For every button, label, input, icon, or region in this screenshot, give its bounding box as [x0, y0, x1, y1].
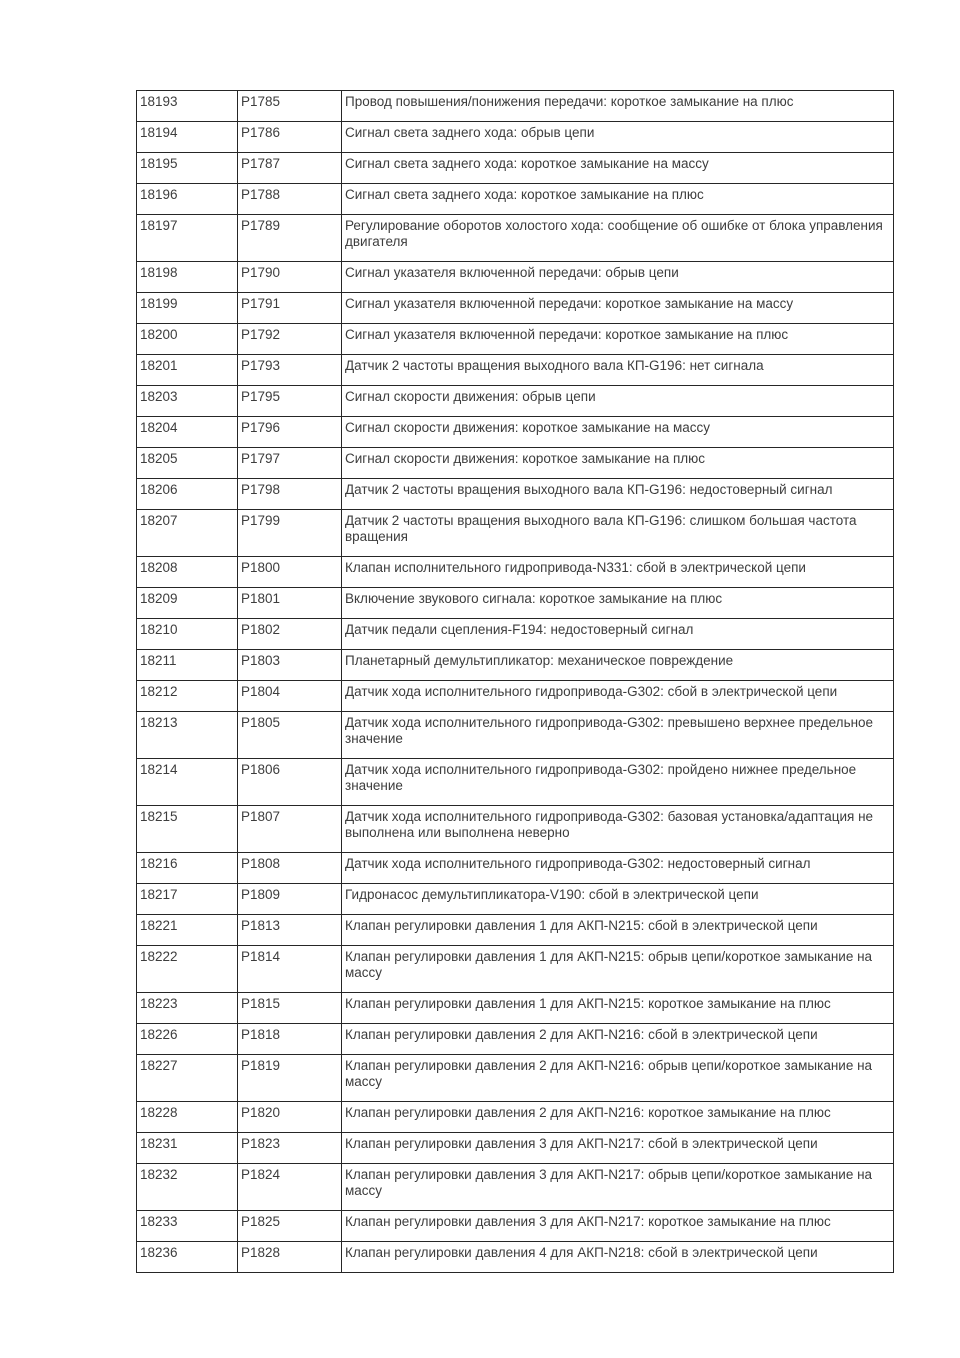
cell-code: 18213: [137, 712, 238, 759]
table-row: [137, 915, 894, 946]
cell-description: Клапан регулировки давления 2 для АКП-N216: обрыв цепи/короткое замыкание на массу: [342, 1055, 894, 1102]
cell-code: 18210: [137, 619, 238, 650]
cell-code: 18226: [137, 1024, 238, 1055]
cell-pcode: P1795: [238, 386, 342, 417]
cell-pcode: P1806: [238, 759, 342, 806]
cell-description: Клапан регулировки давления 2 для АКП-N216: короткое замыкание на плюс: [342, 1102, 894, 1133]
cell-description: Клапан регулировки давления 1 для АКП-N215: сбой в электрической цепи: [342, 915, 894, 946]
cell-code: 18222: [137, 946, 238, 993]
cell-pcode: P1791: [238, 293, 342, 324]
cell-pcode: P1787: [238, 153, 342, 184]
cell-description: Регулирование оборотов холостого хода: сообщение об ошибке от блока управления двигателя: [342, 215, 894, 262]
table-row: [137, 324, 894, 355]
cell-code: 18200: [137, 324, 238, 355]
dtc-table: [136, 90, 894, 1273]
cell-code: 18198: [137, 262, 238, 293]
cell-pcode: P1786: [238, 122, 342, 153]
table-row: [137, 1211, 894, 1242]
cell-pcode: P1785: [238, 91, 342, 122]
cell-pcode: P1808: [238, 853, 342, 884]
cell-code: 18207: [137, 510, 238, 557]
cell-code: 18205: [137, 448, 238, 479]
cell-description: Планетарный демультипликатор: механическое повреждение: [342, 650, 894, 681]
cell-pcode: P1809: [238, 884, 342, 915]
table-row: [137, 386, 894, 417]
cell-pcode: P1807: [238, 806, 342, 853]
cell-description: Датчик хода исполнительного гидропривода-G302: пройдено нижнее предельное значение: [342, 759, 894, 806]
cell-description: Датчик хода исполнительного гидропривода-G302: базовая установка/адаптация не выполнена или выполнена неверно: [342, 806, 894, 853]
table-row: [137, 510, 894, 557]
cell-description: Клапан регулировки давления 2 для АКП-N216: сбой в электрической цепи: [342, 1024, 894, 1055]
cell-code: 18217: [137, 884, 238, 915]
cell-pcode: P1824: [238, 1164, 342, 1211]
cell-description: Датчик 2 частоты вращения выходного вала КП-G196: нет сигнала: [342, 355, 894, 386]
cell-pcode: P1820: [238, 1102, 342, 1133]
cell-code: 18196: [137, 184, 238, 215]
cell-description: Датчик педали сцепления-F194: недостоверный сигнал: [342, 619, 894, 650]
cell-code: 18195: [137, 153, 238, 184]
cell-code: 18221: [137, 915, 238, 946]
table-row: [137, 806, 894, 853]
cell-code: 18209: [137, 588, 238, 619]
cell-pcode: P1813: [238, 915, 342, 946]
cell-description: Сигнал света заднего хода: короткое замыкание на массу: [342, 153, 894, 184]
cell-code: 18204: [137, 417, 238, 448]
cell-code: 18214: [137, 759, 238, 806]
cell-pcode: P1819: [238, 1055, 342, 1102]
table-row: [137, 557, 894, 588]
cell-pcode: P1793: [238, 355, 342, 386]
cell-pcode: P1799: [238, 510, 342, 557]
cell-description: Датчик 2 частоты вращения выходного вала КП-G196: недостоверный сигнал: [342, 479, 894, 510]
table-row: [137, 1024, 894, 1055]
cell-pcode: P1792: [238, 324, 342, 355]
cell-description: Сигнал скорости движения: обрыв цепи: [342, 386, 894, 417]
table-row: [137, 650, 894, 681]
cell-code: 18212: [137, 681, 238, 712]
cell-pcode: P1802: [238, 619, 342, 650]
table-row: [137, 122, 894, 153]
cell-code: 18199: [137, 293, 238, 324]
cell-code: 18201: [137, 355, 238, 386]
table-row: [137, 355, 894, 386]
cell-pcode: P1818: [238, 1024, 342, 1055]
cell-pcode: P1788: [238, 184, 342, 215]
cell-code: 18216: [137, 853, 238, 884]
cell-code: 18227: [137, 1055, 238, 1102]
cell-description: Сигнал скорости движения: короткое замыкание на массу: [342, 417, 894, 448]
cell-code: 18236: [137, 1242, 238, 1273]
cell-pcode: P1800: [238, 557, 342, 588]
table-row: [137, 712, 894, 759]
cell-pcode: P1805: [238, 712, 342, 759]
cell-description: Датчик хода исполнительного гидропривода-G302: превышено верхнее предельное значение: [342, 712, 894, 759]
table-row: [137, 1102, 894, 1133]
table-row: [137, 153, 894, 184]
cell-code: 18233: [137, 1211, 238, 1242]
cell-code: 18211: [137, 650, 238, 681]
cell-description: Клапан регулировки давления 1 для АКП-N215: короткое замыкание на плюс: [342, 993, 894, 1024]
cell-code: 18203: [137, 386, 238, 417]
cell-code: 18231: [137, 1133, 238, 1164]
cell-pcode: P1815: [238, 993, 342, 1024]
table-row: [137, 619, 894, 650]
cell-code: 18228: [137, 1102, 238, 1133]
table-row: [137, 759, 894, 806]
table-row: [137, 1055, 894, 1102]
cell-code: 18193: [137, 91, 238, 122]
cell-description: Сигнал света заднего хода: обрыв цепи: [342, 122, 894, 153]
table-row: [137, 262, 894, 293]
cell-description: Клапан регулировки давления 3 для АКП-N217: обрыв цепи/короткое замыкание на массу: [342, 1164, 894, 1211]
cell-description: Сигнал указателя включенной передачи: короткое замыкание на плюс: [342, 324, 894, 355]
table-row: [137, 184, 894, 215]
cell-pcode: P1803: [238, 650, 342, 681]
cell-description: Включение звукового сигнала: короткое замыкание на плюс: [342, 588, 894, 619]
cell-pcode: P1796: [238, 417, 342, 448]
table-row: [137, 417, 894, 448]
table-row: [137, 884, 894, 915]
table-row: [137, 681, 894, 712]
cell-code: 18208: [137, 557, 238, 588]
cell-description: Датчик 2 частоты вращения выходного вала КП-G196: слишком большая частота вращения: [342, 510, 894, 557]
table-row: [137, 293, 894, 324]
cell-pcode: P1814: [238, 946, 342, 993]
cell-pcode: P1790: [238, 262, 342, 293]
cell-description: Клапан регулировки давления 1 для АКП-N215: обрыв цепи/короткое замыкание на массу: [342, 946, 894, 993]
table-row: [137, 993, 894, 1024]
cell-description: Клапан исполнительного гидропривода-N331: сбой в электрической цепи: [342, 557, 894, 588]
cell-description: Сигнал скорости движения: короткое замыкание на плюс: [342, 448, 894, 479]
cell-code: 18206: [137, 479, 238, 510]
cell-pcode: P1804: [238, 681, 342, 712]
table-row: [137, 1242, 894, 1273]
cell-description: Клапан регулировки давления 4 для АКП-N218: сбой в электрической цепи: [342, 1242, 894, 1273]
table-row: [137, 1164, 894, 1211]
cell-description: Клапан регулировки давления 3 для АКП-N217: короткое замыкание на плюс: [342, 1211, 894, 1242]
cell-pcode: P1825: [238, 1211, 342, 1242]
cell-description: Сигнал указателя включенной передачи: обрыв цепи: [342, 262, 894, 293]
cell-description: Датчик хода исполнительного гидропривода-G302: недостоверный сигнал: [342, 853, 894, 884]
cell-pcode: P1798: [238, 479, 342, 510]
dtc-table-body: [137, 91, 894, 1273]
cell-description: Сигнал света заднего хода: короткое замыкание на плюс: [342, 184, 894, 215]
cell-pcode: P1789: [238, 215, 342, 262]
table-row: [137, 215, 894, 262]
table-row: [137, 1133, 894, 1164]
cell-description: Гидронасос демультипликатора-V190: сбой в электрической цепи: [342, 884, 894, 915]
table-row: [137, 91, 894, 122]
table-row: [137, 588, 894, 619]
cell-description: Провод повышения/понижения передачи: короткое замыкание на плюс: [342, 91, 894, 122]
cell-code: 18197: [137, 215, 238, 262]
cell-pcode: P1797: [238, 448, 342, 479]
cell-pcode: P1828: [238, 1242, 342, 1273]
table-row: [137, 946, 894, 993]
cell-pcode: P1801: [238, 588, 342, 619]
cell-description: Датчик хода исполнительного гидропривода-G302: сбой в электрической цепи: [342, 681, 894, 712]
cell-code: 18223: [137, 993, 238, 1024]
cell-pcode: P1823: [238, 1133, 342, 1164]
cell-code: 18215: [137, 806, 238, 853]
table-row: [137, 479, 894, 510]
cell-description: Клапан регулировки давления 3 для АКП-N217: сбой в электрической цепи: [342, 1133, 894, 1164]
table-row: [137, 853, 894, 884]
cell-code: 18194: [137, 122, 238, 153]
cell-description: Сигнал указателя включенной передачи: короткое замыкание на массу: [342, 293, 894, 324]
table-row: [137, 448, 894, 479]
cell-code: 18232: [137, 1164, 238, 1211]
